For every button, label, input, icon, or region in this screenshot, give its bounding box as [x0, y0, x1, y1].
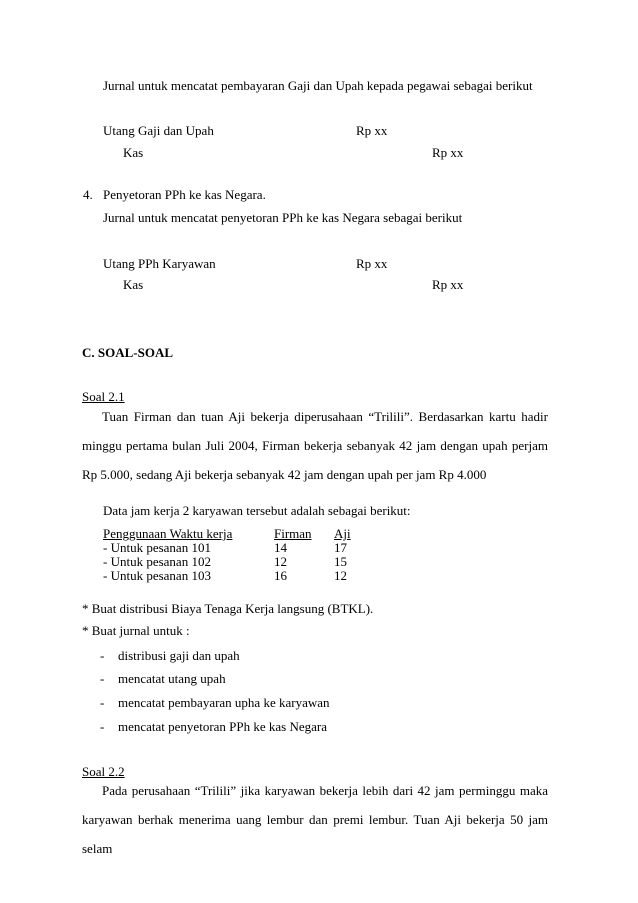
- soal-2-1-title: Soal 2.1: [82, 389, 125, 404]
- table-cell-usage: - Untuk pesanan 101: [103, 540, 211, 555]
- entry2-debit-account: Utang PPh Karyawan: [103, 256, 216, 271]
- list-item: [100, 671, 226, 687]
- instruction-btkl: * Buat distribusi Biaya Tenaga Kerja langsung (BTKL).: [82, 601, 374, 616]
- table-header-firman: Firman: [274, 526, 312, 541]
- bullet-marker: -: [100, 695, 105, 710]
- table-cell-aji: 17: [334, 540, 347, 555]
- table-cell-usage: - Untuk pesanan 103: [103, 568, 211, 583]
- bullet-marker: -: [100, 671, 105, 686]
- entry1-credit-amount: Rp xx: [432, 145, 464, 160]
- journal-pay-intro: Jurnal untuk mencatat pembayaran Gaji dan Upah kepada pegawai sebagai berikut: [103, 78, 533, 93]
- section-c-heading: C. SOAL-SOAL: [82, 345, 174, 360]
- table-cell-firman: 16: [274, 568, 287, 583]
- entry2-credit-account: Kas: [123, 277, 144, 292]
- data-intro: Data jam kerja 2 karyawan tersebut adalah sebagai berikut:: [103, 503, 411, 518]
- list-item: [100, 719, 327, 735]
- bullet-marker: -: [100, 719, 105, 734]
- entry2-debit-amount: Rp xx: [356, 256, 388, 271]
- table-cell-aji: 15: [334, 554, 347, 569]
- item4-intro: Jurnal untuk mencatat penyetoran PPh ke kas Negara sebagai berikut: [103, 210, 463, 225]
- table-cell-firman: 12: [274, 554, 287, 569]
- table-cell-usage: - Untuk pesanan 102: [103, 554, 211, 569]
- entry1-debit-account: Utang Gaji dan Upah: [103, 123, 214, 138]
- table-cell-aji: 12: [334, 568, 347, 583]
- entry1-debit-amount: Rp xx: [356, 123, 388, 138]
- entry2-credit-amount: Rp xx: [432, 277, 464, 292]
- instruction-jurnal: * Buat jurnal untuk :: [82, 623, 190, 638]
- list-item-text: mencatat pembayaran upha ke karyawan: [118, 695, 330, 710]
- table-header-aji: Aji: [334, 526, 351, 541]
- entry1-credit-account: Kas: [123, 145, 144, 160]
- list-item-text: distribusi gaji dan upah: [118, 648, 240, 663]
- list-item-text: mencatat utang upah: [118, 671, 226, 686]
- table-header-usage: Penggunaan Waktu kerja: [103, 526, 233, 541]
- soal-2-2-title: Soal 2.2: [82, 764, 125, 779]
- list-item: [100, 648, 240, 664]
- item4-title: Penyetoran PPh ke kas Negara.: [103, 187, 266, 202]
- list-item: [100, 695, 330, 711]
- list-item-text: mencatat penyetoran PPh ke kas Negara: [118, 719, 328, 734]
- soal-2-2-paragraph: Pada perusahaan “Trilili” jika karyawan bekerja lebih dari 42 jam perminggu maka karyawan berhak menerima uang lembur dan premi lembur. Tuan Aji bekerja 50 jam selam: [82, 783, 548, 856]
- table-cell-firman: 14: [274, 540, 287, 555]
- bullet-marker: -: [100, 648, 105, 663]
- item4-number: 4.: [83, 187, 93, 202]
- soal-2-1-paragraph: Tuan Firman dan tuan Aji bekerja diperusahaan “Trilili”. Berdasarkan kartu hadir minggu pertama bulan Juli 2004, Firman bekerja sebanyak 42 jam dengan upah perjam Rp 5.000, sedang Aji bekerja sebanyak 42 jam dengan upah per jam Rp 4.000: [82, 409, 548, 482]
